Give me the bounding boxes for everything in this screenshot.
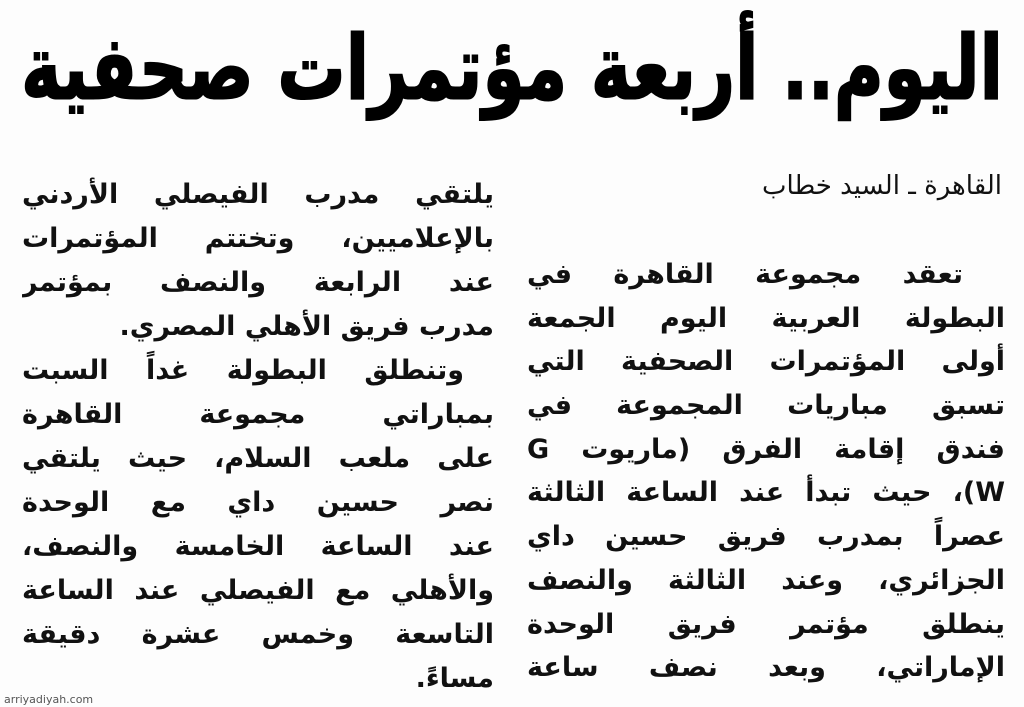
article-line: بالإعلاميين، وتختتم المؤتمرات [22, 223, 494, 254]
article-line: مدرب فريق الأهلي المصري. [119, 311, 494, 342]
article-line: فندق إقامة الفرق (ماريوت G [527, 433, 1005, 465]
article-line: مساءً. [415, 663, 494, 694]
article-line: عند الرابعة والنصف بمؤتمر [22, 267, 494, 298]
byline: القاهرة ـ السيد خطاب [762, 171, 1002, 201]
article-line: يلتقي مدرب الفيصلي الأردني [22, 179, 494, 210]
article-line: الإماراتي، وبعد نصف ساعة [527, 652, 1005, 684]
article-line: الجزائري، وعند الثالثة والنصف [527, 564, 1005, 596]
article-line: W)، حيث تبدأ عند الساعة الثالثة [527, 477, 1005, 509]
article-line: التاسعة وخمس عشرة دقيقة [22, 619, 494, 650]
article-line: تعقد مجموعة القاهرة في [527, 259, 963, 290]
article-line: نصر حسين داي مع الوحدة [22, 487, 494, 518]
article-line: أولى المؤتمرات الصحفية التي [527, 346, 1005, 378]
article-line: ينطلق مؤتمر فريق الوحدة [527, 608, 1005, 640]
article-line: وتنطلق البطولة غداً السبت [22, 355, 464, 386]
watermark: arriyadiyah.com [4, 693, 94, 706]
article-line: والأهلي مع الفيصلي عند الساعة [22, 575, 494, 606]
article-line: تسبق مباريات المجموعة في [527, 390, 1005, 422]
left-column [22, 173, 494, 701]
article-line: بمباراتي مجموعة القاهرة [22, 399, 494, 430]
article-line: على ملعب السلام، حيث يلتقي [22, 443, 494, 474]
article-line: عند الساعة الخامسة والنصف، [22, 531, 494, 562]
headline: اليوم.. أربعة مؤتمرات صحفية [21, 18, 1003, 121]
right-column [527, 253, 1005, 690]
article-line: البطولة العربية اليوم الجمعة [527, 302, 1005, 334]
article-line: عصراً بمدرب فريق حسين داي [527, 521, 1005, 553]
